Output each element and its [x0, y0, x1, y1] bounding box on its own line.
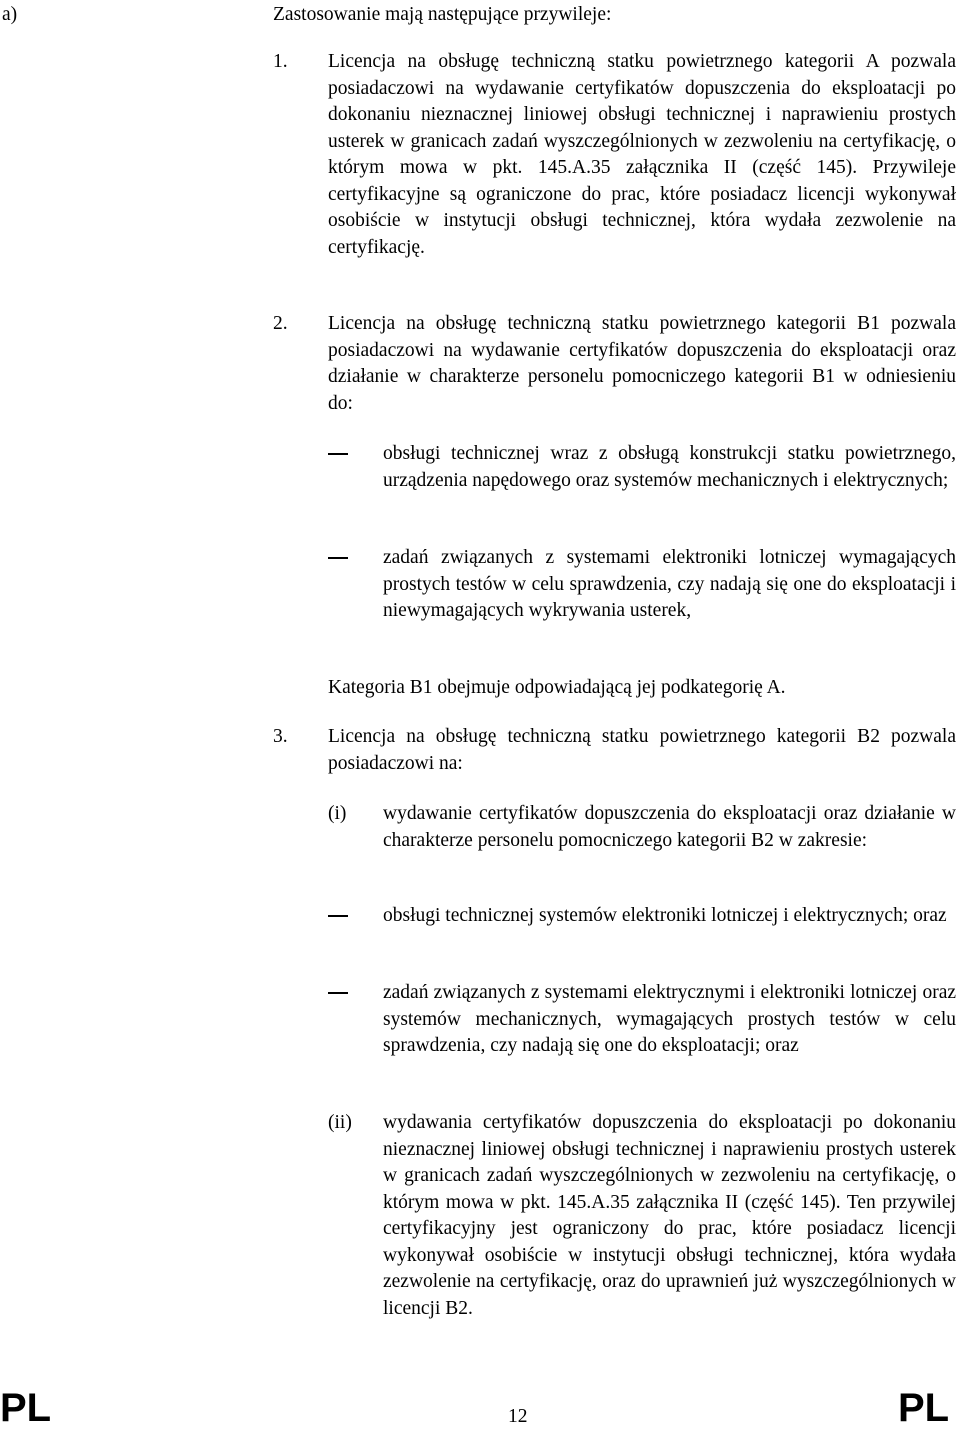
item-3-bullet-1: obsługi technicznej systemów elektroniki lotniczej i elektrycznych; oraz — [383, 905, 947, 926]
footer-left-pl-label: PL — [0, 1386, 52, 1430]
item-3-sub-i-text: wydawanie certyfikatów dopuszczenia do eksploatacji oraz działanie w charakterze personelu pomocniczego kategorii B2 w zakresie: — [383, 803, 956, 851]
item-2-bullet-2-dash — [328, 557, 348, 559]
section-a-heading: Zastosowanie mają następujące przywileje: — [273, 4, 612, 25]
item-3-marker: 3. — [273, 726, 288, 747]
item-3-sub-ii-marker: (ii) — [328, 1112, 352, 1133]
footer-right-pl-label: PL — [898, 1386, 950, 1430]
item-1-text: Licencja na obsługę techniczną statku powietrznego kategorii A pozwala posiadaczowi na wydawanie certyfikatów dopuszczenia do eksploatacji po dokonaniu nieznacznej liniowej obsługi technicznej i naprawieniu prostych usterek w granicach zadań wyszczególnionych w zezwoleniu na certyfikację, o którym mowa w pkt. 145.A.35 załącznika II (część 145). Przywileje certyfikacyjne są ograniczone do prac, które posiadacz licencji wykonywał osobiście w instytucji obsługi technicznej, która wydała zezwolenie na certyfikację. — [328, 51, 956, 258]
item-2-marker: 2. — [273, 313, 288, 334]
item-3-sub-ii-text: wydawania certyfikatów dopuszczenia do eksploatacji po dokonaniu nieznacznej liniowej obsługi technicznej i naprawieniu prostych usterek w granicach zadań wyszczególnionych w zezwoleniu na certyfikację, o którym mowa w pkt. 145.A.35 załącznika II (część 145). Ten przywilej certyfikacyjny jest ograniczony do prac, które posiadacz licencji wykonywał osobiście w instytucji obsługi technicznej, która wydała zezwolenie na certyfikację, oraz do uprawnień już wyszczególnionych w licencji B2. — [383, 1112, 956, 1319]
section-a-marker: a) — [2, 4, 18, 25]
item-2-bullet-2: zadań związanych z systemami elektroniki lotniczej wymagających prostych testów w celu sprawdzenia, czy nadają się one do eksploatacji i niewymagających wykrywania usterek, — [383, 547, 956, 621]
item-3-bullet-2: zadań związanych z systemami elektrycznymi i elektroniki lotniczej oraz systemów mechanicznych, wymagających prostych testów w celu sprawdzenia, czy nadają się one do eksploatacji; oraz — [383, 982, 956, 1056]
item-2-closing: Kategoria B1 obejmuje odpowiadającą jej podkategorię A. — [328, 677, 786, 698]
item-2-text: Licencja na obsługę techniczną statku powietrznego kategorii B1 pozwala posiadaczowi na wydawanie certyfikatów dopuszczenia do eksploatacji oraz działanie w charakterze personelu pomocniczego kategorii B1 w odniesieniu do: — [328, 313, 956, 414]
item-2-bullet-1: obsługi technicznej wraz z obsługą konstrukcji statku powietrznego, urządzenia napędowego oraz systemów mechanicznych i elektrycznych; — [383, 443, 956, 491]
item-3-bullet-1-dash — [328, 915, 348, 917]
item-3-bullet-2-dash — [328, 992, 348, 994]
item-2-bullet-1-dash — [328, 453, 348, 455]
item-3-sub-i-marker: (i) — [328, 803, 347, 824]
page-number: 12 — [508, 1406, 528, 1427]
item-3-text: Licencja na obsługę techniczną statku powietrznego kategorii B2 pozwala posiadaczowi na: — [328, 726, 956, 774]
item-1-marker: 1. — [273, 51, 288, 72]
